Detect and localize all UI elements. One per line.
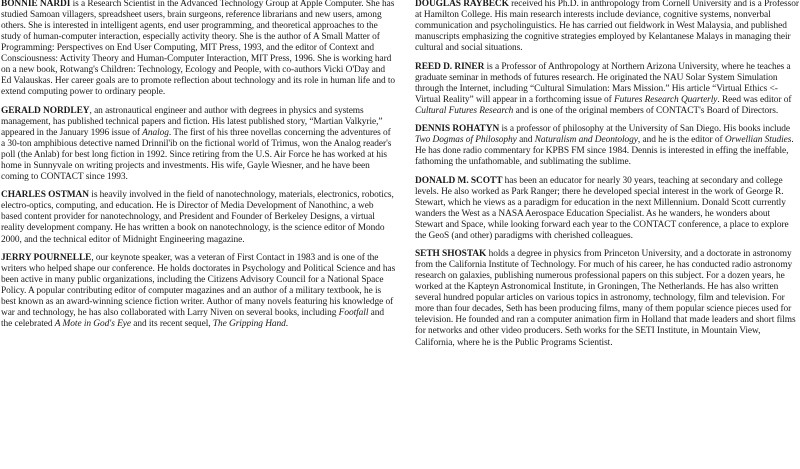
bio-text: and the celebrated bbox=[1, 308, 385, 330]
bio-paragraph bbox=[1, 253, 396, 330]
bio-name: JERRY POURNELLE bbox=[1, 252, 92, 263]
bio-text: . bbox=[285, 319, 289, 330]
bio-text: received his Ph.D. in anthropology from Cornell University and is a Professor at Hamilton College. His main research interests include deviance, cognitive systems, nonverbal communication and psycholinguistics. He has carried out fieldwork in West Malaysia, and published manuscripts emphasizing the cognitive strategies employed by Kelantanese Malays in managing their cultural and social situations. bbox=[415, 0, 799, 54]
bio-paragraph bbox=[415, 249, 800, 348]
bio-title-text: Analog bbox=[142, 127, 169, 138]
bio-paragraph bbox=[1, 190, 396, 245]
bio-name: DENNIS ROHATYN bbox=[415, 124, 500, 135]
bio-text: is heavily involved in the field of nanotechnology, materials, electronics, robotics, electro-optics, computing, and education. He is Director of Media Development of Nanothinc, a web based content provider for nanotechnology, and President and Founder of Berkeley Designs, a virtual reality development company. He has written a book on nanotechnology, is the science editor of Mondo 2000, and the technical editor of Midnight Engineering magazine. bbox=[1, 190, 394, 245]
bio-title-text: Orwellian Studies bbox=[724, 135, 792, 146]
bio-title-text: Footfall bbox=[338, 308, 369, 319]
bio-text: . He has done radio commentary for KPBS FM since 1984. Dennis is interested in effing the ineffable, fathoming the unfathomable, and sublimating the sublime. bbox=[415, 135, 794, 168]
bio-paragraph bbox=[415, 62, 800, 117]
bio-title-text: The Gripping Hand bbox=[212, 319, 286, 330]
right-column bbox=[415, 0, 800, 356]
bio-text: holds a degree in physics from Princeton University, and a doctorate in astronomy from the California Institute of Technology. For much of his career, he has conducted radio astronomy research on galaxies, publishing numerous professional papers on this subject. For a dozen years, he worked at the Kapteyn Astronomical Institute, in Groningen, The Netherlands. He has also written several hundred popular articles on various topics in astronomy, technology, film and television. For more than four decades, Seth has been producing films, many of them popular science pieces used for television. He founded and ran a computer animation firm in Holland that made leaders and short films for networks and other video producers. Seth works for the SETI Institute, in Mountain View, California, where he is the Public Programs Scientist. bbox=[415, 249, 796, 348]
bio-paragraph bbox=[415, 0, 800, 54]
bio-text: and bbox=[516, 135, 535, 146]
bio-paragraph bbox=[1, 106, 396, 183]
bio-name: SETH SHOSTAK bbox=[415, 249, 487, 260]
bio-title-text: A Mote in God's Eye bbox=[54, 319, 131, 330]
left-column bbox=[1, 0, 396, 338]
bio-text: and is one of the original members of CONTACT's Board of Directors. bbox=[513, 105, 779, 116]
bio-name: GERALD NORDLEY bbox=[1, 105, 90, 116]
bio-paragraph bbox=[415, 124, 800, 168]
bio-name: DONALD M. SCOTT bbox=[415, 175, 503, 186]
bio-paragraph bbox=[415, 176, 800, 242]
bio-text: has been an educator for nearly 30 years, teaching at secondary and college levels. He also worked as Park Ranger; there he developed special interest in the work of George R. Stewart, which he views as a paradigm for education in the next Millennium. Donald Scott currently wanders the West as a NASA Aerospace Education Specialist. As he wanders, he wonders about Stewart and Space, while looking forward each year to the CONTACT conference, a place to explore the GeoS (and other) paradigms with cherished colleagues. bbox=[415, 175, 789, 241]
bio-text: is a professor of philosophy at the University of San Diego. His books include bbox=[499, 124, 790, 135]
bio-title-text: Two Dogmas of Philosophy bbox=[415, 135, 517, 146]
bio-name: BONNIE NARDI bbox=[1, 0, 71, 9]
bio-text: . The first of his three novellas concerning the adventures of a 30-ton amphibious detective named Drinnil'ib on the fictional world of Trimus, won the Analog reader's poll (the Anlab) for best long fiction in 1992. Since retiring from the U.S. Air Force he has worked at his home in Sunnyvale on writing projects and investments. His wife, Gayle Wiesner, and he have been coming to CONTACT since 1993. bbox=[1, 127, 392, 182]
bio-name: REED D. RINER bbox=[415, 61, 485, 72]
bio-name: CHARLES OSTMAN bbox=[1, 190, 89, 201]
bio-title-text: Cultural Futures Research bbox=[415, 105, 514, 116]
bio-text: is a Professor of Anthropology at Northern Arizona University, where he teaches a graduate seminar in methods of futures research. He originated the NAU Solar System Simulation through the Internet, including “Cultural Simulation: Mars Mission.” His article “Virtual Ethics <- Virtual Reality” will appear in a forthcoming issue of bbox=[415, 61, 791, 105]
bio-text: , an astronautical engineer and author with degrees in physics and systems management, has published technical papers and fiction. His latest published story, “Martian Valkyrie,” appeared in the January 1996 issue of bbox=[1, 105, 383, 138]
bio-title-text: Futures Research Quarterly bbox=[613, 94, 718, 105]
bio-text: . Reed was editor of bbox=[717, 94, 792, 105]
bio-name: DOUGLAS RAYBECK bbox=[415, 0, 509, 9]
bio-text: is a Research Scientist in the Advanced Technology Group at Apple Computer. She has studied Samoan villagers, spreadsheet users, brain surgeons, reference librarians and new users, among others. She is interested in intelligent agents, end user programming, and theoretical approaches to the study of human-computer interaction, especially activity theory. She is the author of A Small Matter of Programming: Perspectives on End User Computing, MIT Press, 1993, and the editor of Context and Consciousness: Activity Theory and Human-Computer Interaction, MIT Press, 1996. She is working hard on a new book, Rotwang's Children: Technology, Ecology and People, with co-authors Vicki O'Day and Ed Valauskas. Her career goals are to promote reflection about technology and its role in human life and to extend computing power to ordinary people. bbox=[1, 0, 396, 98]
bio-title-text: Naturalism and Deontology bbox=[534, 135, 638, 146]
bio-text: and its recent sequel, bbox=[130, 319, 213, 330]
bio-text: , our keynote speaker, was a veteran of First Contact in 1983 and is one of the writers who helped shape our conference. He holds doctorates in Psychology and Political Science and has been active in many public organizations, including the Citizens Advisory Council for a National Space Policy. A popular contributing editor of computer magazines and an author of a military textbook, he is best known as an award-winning science fiction writer. Author of many novels featuring his knowledge of war and technology, he has also collaborated with Larry Niven on several books, including bbox=[1, 252, 396, 319]
bio-text: , and he is the editor of bbox=[637, 135, 725, 146]
bio-paragraph bbox=[1, 0, 396, 98]
